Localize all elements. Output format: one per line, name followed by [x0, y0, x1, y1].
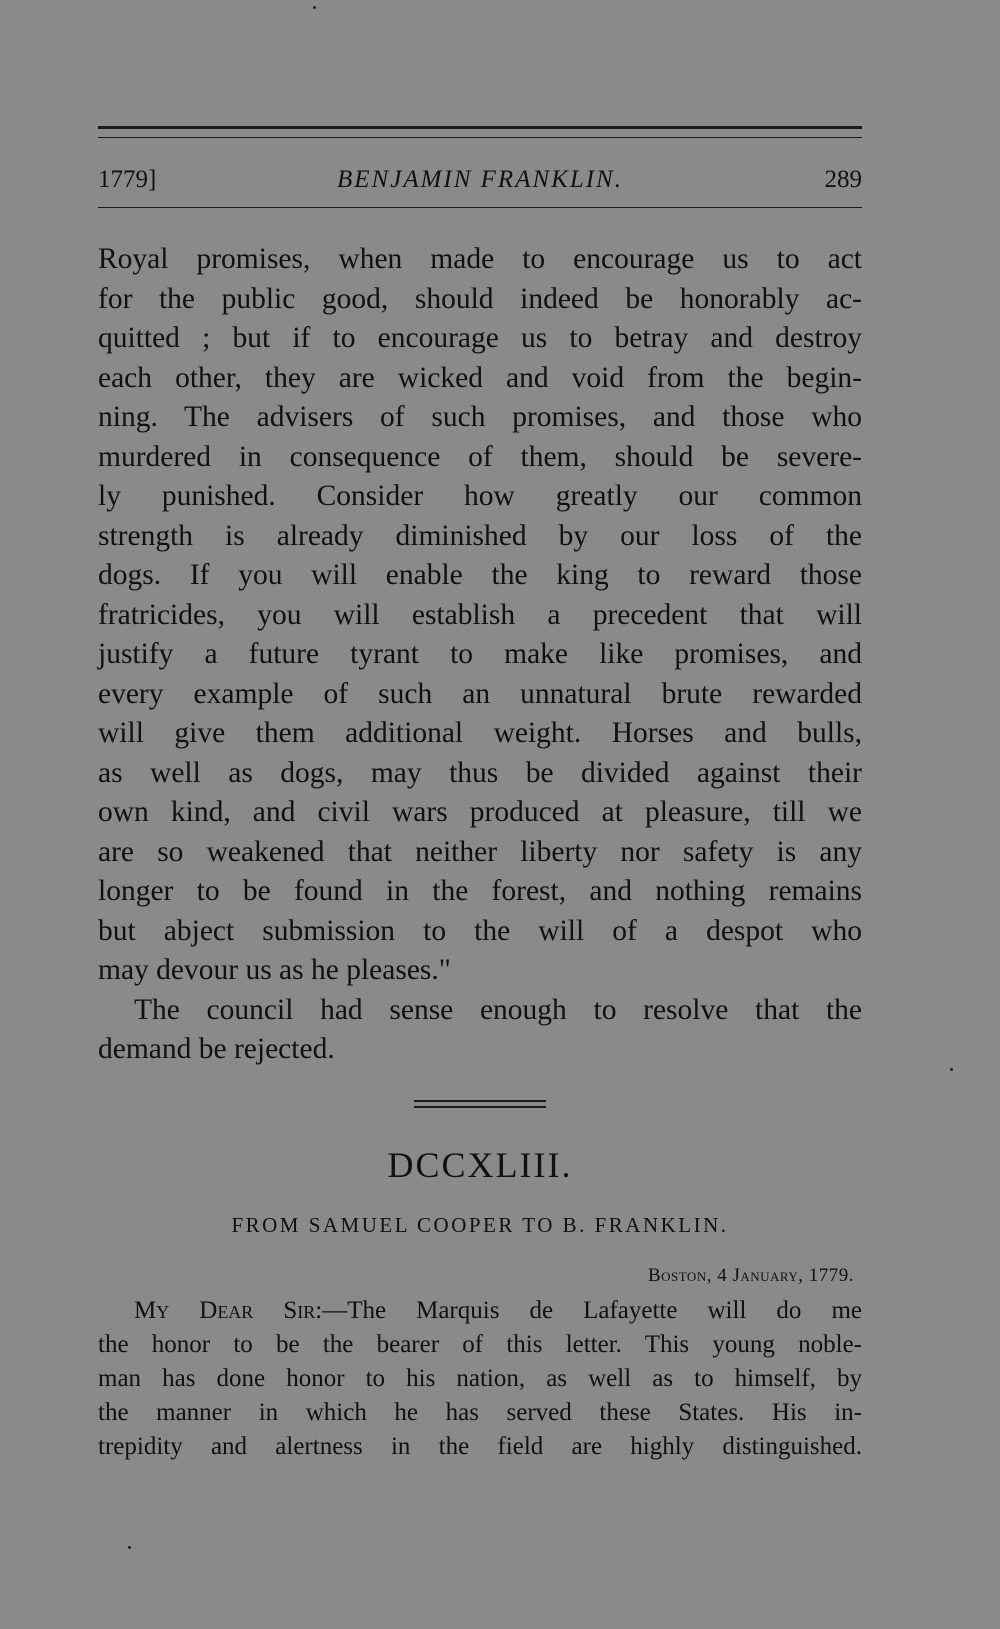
letter-number: DCCXLIII. [387, 1145, 573, 1185]
scan-speck [313, 6, 316, 9]
body-line: ning. The advisers of such promises, and those who [98, 401, 862, 433]
running-head [98, 163, 862, 197]
body-line: justify a future tyrant to make like promises, and [98, 638, 862, 670]
body-line: may devour us as he pleases." [98, 954, 451, 986]
running-head-year: 1779] [98, 166, 157, 193]
body-text [98, 240, 862, 1070]
scan-speck [128, 1546, 131, 1549]
page-number: 289 [824, 166, 862, 193]
body-line: demand be rejected. [98, 1033, 335, 1065]
body-line: will give them additional weight. Horses and bulls, [98, 717, 862, 749]
body-line: every example of such an unnatural brute rewarded [98, 677, 862, 710]
letter-line: the manner in which he has served these States. His in- [98, 1399, 862, 1426]
letter-body [98, 1294, 862, 1464]
letter-line: man has done honor to his nation, as well as to himself, by [98, 1365, 862, 1392]
top-double-rule-upper [98, 126, 862, 129]
body-line: fratricides, you will establish a precedent that will [98, 598, 862, 631]
body-line: quitted ; but if to encourage us to betray and destroy [98, 322, 862, 354]
body-line: but abject submission to the will of a despot who [98, 914, 862, 947]
body-line: The council had sense enough to resolve that the [134, 993, 862, 1026]
top-double-rule-lower [98, 137, 862, 138]
body-line: ly punished. Consider how greatly our common [98, 480, 862, 512]
letter-line [98, 1294, 862, 1328]
body-line: own kind, and civil wars produced at pleasure, till we [98, 796, 862, 828]
body-line: each other, they are wicked and void from the begin- [98, 361, 862, 394]
letter-line: trepidity and alertness in the field are highly distinguished. [98, 1433, 862, 1460]
book-page [98, 0, 862, 1629]
body-line: longer to be found in the forest, and nothing remains [98, 875, 862, 907]
body-line: dogs. If you will enable the king to reward those [98, 559, 862, 591]
letter-heading: FROM SAMUEL COOPER TO B. FRANKLIN. [231, 1213, 729, 1237]
letter-line: the honor to be the bearer of this letter. This young noble- [98, 1331, 862, 1358]
letter-line-text: :—The Marquis de Lafayette will do me [315, 1297, 863, 1324]
letter-dateline: Boston, 4 January, 1779. [647, 1265, 854, 1286]
body-line: strength is already diminished by our loss of the [98, 519, 862, 552]
body-line: are so weakened that neither liberty nor safety is any [98, 835, 862, 868]
body-line: Royal promises, when made to encourage us to act [98, 243, 862, 275]
header-rule [98, 207, 862, 208]
body-line: for the public good, should indeed be honorably ac- [98, 282, 862, 315]
letter-salutation: My Dear Sir [134, 1297, 316, 1324]
body-line: as well as dogs, may thus be divided against their [98, 756, 862, 789]
body-line: murdered in consequence of them, should be severe- [98, 440, 862, 473]
section-divider-lower [414, 1106, 546, 1108]
running-head-title: BENJAMIN FRANKLIN. [337, 166, 623, 193]
scan-speck [950, 1068, 953, 1071]
section-divider-upper [414, 1100, 546, 1102]
